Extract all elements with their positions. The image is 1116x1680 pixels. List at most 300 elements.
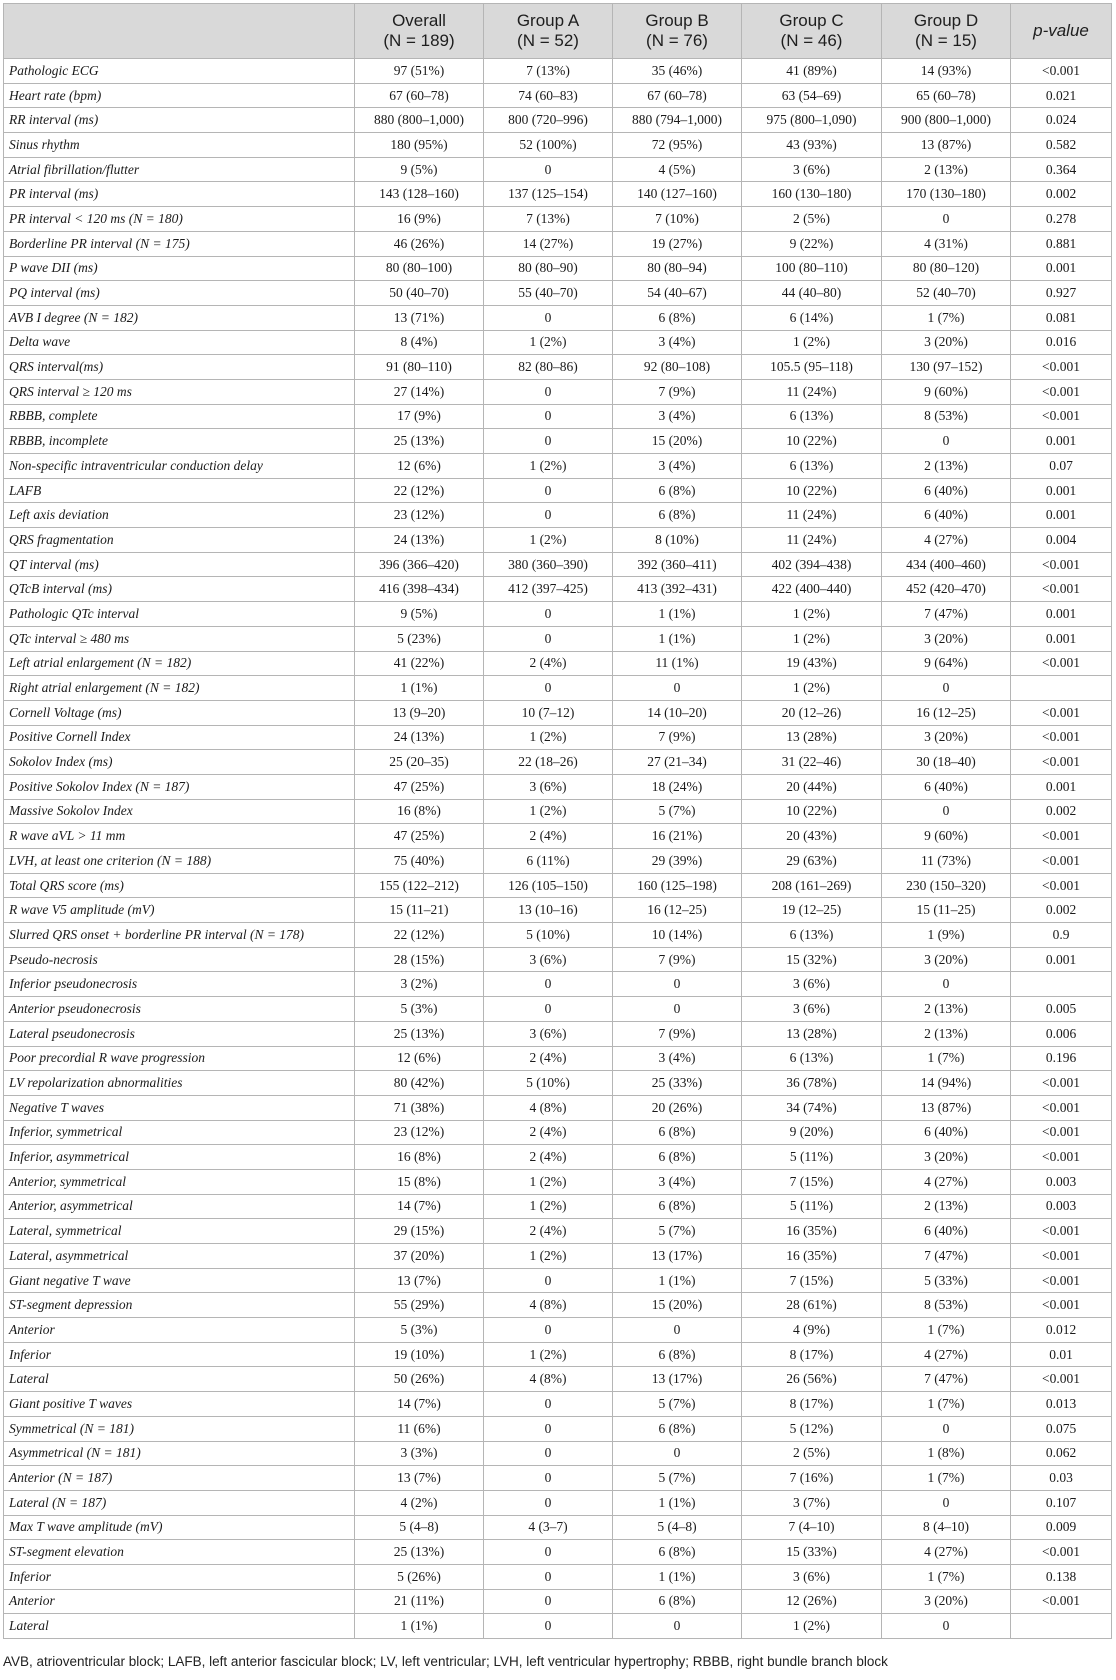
cell-group-c: 8 (17%) [742, 1392, 882, 1417]
cell-group-c: 10 (22%) [742, 799, 882, 824]
table-row [4, 577, 1112, 602]
cell-group-d: 0 [882, 972, 1011, 997]
cell-p-value [1011, 676, 1112, 701]
cell-group-a: 137 (125–154) [484, 182, 613, 207]
cell-group-b: 13 (17%) [613, 1367, 742, 1392]
cell-group-a: 5 (10%) [484, 923, 613, 948]
cell-p-value: <0.001 [1011, 355, 1112, 380]
table-row [4, 1145, 1112, 1170]
cell-group-a: 3 (6%) [484, 1021, 613, 1046]
cell-group-b: 7 (9%) [613, 947, 742, 972]
cell-group-b: 6 (8%) [613, 1589, 742, 1614]
ecg-table [3, 3, 1112, 1639]
cell-group-b: 1 (1%) [613, 1564, 742, 1589]
cell-group-d: 9 (60%) [882, 824, 1011, 849]
row-label: Max T wave amplitude (mV) [4, 1515, 355, 1540]
row-label: ST-segment depression [4, 1293, 355, 1318]
cell-group-d: 30 (18–40) [882, 750, 1011, 775]
cell-group-b: 11 (1%) [613, 651, 742, 676]
cell-overall: 22 (12%) [355, 923, 484, 948]
cell-group-c: 160 (130–180) [742, 182, 882, 207]
header-overall: Overall (N = 189) [355, 4, 484, 59]
table-row [4, 305, 1112, 330]
cell-group-a: 0 [484, 1441, 613, 1466]
cell-group-b: 25 (33%) [613, 1071, 742, 1096]
row-label: Positive Cornell Index [4, 725, 355, 750]
cell-group-b: 27 (21–34) [613, 750, 742, 775]
cell-group-c: 1 (2%) [742, 330, 882, 355]
row-label: Pseudo-necrosis [4, 947, 355, 972]
cell-group-d: 13 (87%) [882, 133, 1011, 158]
cell-group-d: 3 (20%) [882, 626, 1011, 651]
cell-p-value: 0.196 [1011, 1046, 1112, 1071]
cell-group-b: 6 (8%) [613, 305, 742, 330]
cell-group-c: 1 (2%) [742, 676, 882, 701]
cell-overall: 13 (7%) [355, 1268, 484, 1293]
cell-group-d: 5 (33%) [882, 1268, 1011, 1293]
cell-group-b: 0 [613, 1441, 742, 1466]
cell-overall: 47 (25%) [355, 824, 484, 849]
cell-p-value: 0.03 [1011, 1466, 1112, 1491]
cell-group-b: 1 (1%) [613, 1490, 742, 1515]
table-row [4, 478, 1112, 503]
table-row [4, 1564, 1112, 1589]
cell-p-value: <0.001 [1011, 1095, 1112, 1120]
cell-group-a: 0 [484, 379, 613, 404]
cell-overall: 67 (60–78) [355, 83, 484, 108]
table-row [4, 1021, 1112, 1046]
row-label: Anterior pseudonecrosis [4, 997, 355, 1022]
cell-group-a: 0 [484, 1268, 613, 1293]
cell-group-a: 1 (2%) [484, 454, 613, 479]
table-row [4, 725, 1112, 750]
row-label: RBBB, complete [4, 404, 355, 429]
cell-p-value: <0.001 [1011, 1540, 1112, 1565]
table-row [4, 1095, 1112, 1120]
cell-p-value: 0.582 [1011, 133, 1112, 158]
table-row [4, 1540, 1112, 1565]
cell-group-b: 6 (8%) [613, 1540, 742, 1565]
cell-overall: 23 (12%) [355, 503, 484, 528]
table-row [4, 157, 1112, 182]
table-row [4, 281, 1112, 306]
cell-overall: 71 (38%) [355, 1095, 484, 1120]
row-label: PQ interval (ms) [4, 281, 355, 306]
cell-group-a: 5 (10%) [484, 1071, 613, 1096]
cell-overall: 17 (9%) [355, 404, 484, 429]
cell-group-b: 880 (794–1,000) [613, 108, 742, 133]
cell-group-d: 6 (40%) [882, 1219, 1011, 1244]
table-row [4, 552, 1112, 577]
cell-group-d: 4 (27%) [882, 1342, 1011, 1367]
table-row [4, 799, 1112, 824]
cell-overall: 14 (7%) [355, 1194, 484, 1219]
row-label: Borderline PR interval (N = 175) [4, 231, 355, 256]
cell-group-b: 0 [613, 676, 742, 701]
cell-group-d: 14 (94%) [882, 1071, 1011, 1096]
table-row [4, 1614, 1112, 1639]
row-label: Anterior (N = 187) [4, 1466, 355, 1491]
cell-group-b: 92 (80–108) [613, 355, 742, 380]
cell-group-d: 1 (7%) [882, 305, 1011, 330]
row-label: Sokolov Index (ms) [4, 750, 355, 775]
cell-group-b: 15 (20%) [613, 1293, 742, 1318]
cell-group-d: 11 (73%) [882, 849, 1011, 874]
cell-overall: 9 (5%) [355, 157, 484, 182]
cell-p-value: 0.021 [1011, 83, 1112, 108]
cell-group-c: 7 (15%) [742, 1169, 882, 1194]
cell-group-a: 412 (397–425) [484, 577, 613, 602]
cell-overall: 41 (22%) [355, 651, 484, 676]
cell-group-a: 0 [484, 602, 613, 627]
cell-p-value: <0.001 [1011, 552, 1112, 577]
cell-group-d: 0 [882, 207, 1011, 232]
cell-group-d: 6 (40%) [882, 774, 1011, 799]
cell-group-c: 36 (78%) [742, 1071, 882, 1096]
cell-p-value: 0.002 [1011, 182, 1112, 207]
cell-group-c: 2 (5%) [742, 1441, 882, 1466]
cell-group-d: 2 (13%) [882, 157, 1011, 182]
cell-overall: 9 (5%) [355, 602, 484, 627]
row-label: P wave DII (ms) [4, 256, 355, 281]
cell-group-b: 160 (125–198) [613, 873, 742, 898]
header-group-c: Group C (N = 46) [742, 4, 882, 59]
cell-overall: 13 (7%) [355, 1466, 484, 1491]
cell-group-a: 4 (8%) [484, 1095, 613, 1120]
cell-group-a: 10 (7–12) [484, 700, 613, 725]
cell-group-b: 80 (80–94) [613, 256, 742, 281]
cell-group-a: 0 [484, 1614, 613, 1639]
cell-group-c: 19 (12–25) [742, 898, 882, 923]
table-row [4, 404, 1112, 429]
table-row [4, 972, 1112, 997]
cell-group-d: 7 (47%) [882, 1244, 1011, 1269]
cell-group-c: 11 (24%) [742, 503, 882, 528]
cell-group-c: 16 (35%) [742, 1244, 882, 1269]
table-row [4, 182, 1112, 207]
cell-group-c: 6 (14%) [742, 305, 882, 330]
table-row [4, 207, 1112, 232]
cell-group-a: 22 (18–26) [484, 750, 613, 775]
cell-p-value: 0.062 [1011, 1441, 1112, 1466]
cell-group-c: 12 (26%) [742, 1589, 882, 1614]
cell-group-b: 3 (4%) [613, 1169, 742, 1194]
cell-overall: 5 (23%) [355, 626, 484, 651]
cell-group-b: 72 (95%) [613, 133, 742, 158]
cell-group-d: 4 (27%) [882, 1540, 1011, 1565]
cell-group-d: 16 (12–25) [882, 700, 1011, 725]
table-row [4, 83, 1112, 108]
cell-p-value: 0.07 [1011, 454, 1112, 479]
cell-overall: 80 (80–100) [355, 256, 484, 281]
cell-overall: 13 (71%) [355, 305, 484, 330]
cell-group-c: 1 (2%) [742, 1614, 882, 1639]
table-row [4, 133, 1112, 158]
cell-group-c: 7 (16%) [742, 1466, 882, 1491]
row-label: Pathologic ECG [4, 59, 355, 84]
cell-overall: 5 (26%) [355, 1564, 484, 1589]
cell-group-d: 52 (40–70) [882, 281, 1011, 306]
cell-group-a: 4 (3–7) [484, 1515, 613, 1540]
cell-group-a: 13 (10–16) [484, 898, 613, 923]
cell-p-value: <0.001 [1011, 1268, 1112, 1293]
cell-overall: 14 (7%) [355, 1392, 484, 1417]
row-label: Lateral (N = 187) [4, 1490, 355, 1515]
table-row [4, 379, 1112, 404]
row-label: Cornell Voltage (ms) [4, 700, 355, 725]
cell-group-d: 434 (400–460) [882, 552, 1011, 577]
cell-group-b: 6 (8%) [613, 1145, 742, 1170]
cell-p-value: 0.003 [1011, 1194, 1112, 1219]
header-blank [4, 4, 355, 59]
table-row [4, 1293, 1112, 1318]
cell-group-c: 9 (22%) [742, 231, 882, 256]
cell-group-d: 14 (93%) [882, 59, 1011, 84]
cell-group-a: 0 [484, 478, 613, 503]
cell-overall: 75 (40%) [355, 849, 484, 874]
cell-group-c: 41 (89%) [742, 59, 882, 84]
cell-group-d: 1 (9%) [882, 923, 1011, 948]
cell-group-a: 80 (80–90) [484, 256, 613, 281]
cell-group-d: 0 [882, 1490, 1011, 1515]
cell-group-d: 3 (20%) [882, 947, 1011, 972]
row-label: Positive Sokolov Index (N = 187) [4, 774, 355, 799]
table-row [4, 700, 1112, 725]
cell-group-a: 82 (80–86) [484, 355, 613, 380]
cell-group-c: 5 (11%) [742, 1145, 882, 1170]
cell-group-c: 5 (12%) [742, 1416, 882, 1441]
cell-group-a: 0 [484, 1392, 613, 1417]
cell-group-b: 0 [613, 1614, 742, 1639]
cell-group-a: 4 (8%) [484, 1293, 613, 1318]
cell-overall: 5 (3%) [355, 997, 484, 1022]
cell-group-c: 10 (22%) [742, 478, 882, 503]
cell-group-c: 20 (43%) [742, 824, 882, 849]
cell-group-b: 5 (7%) [613, 1392, 742, 1417]
cell-group-b: 18 (24%) [613, 774, 742, 799]
cell-group-a: 0 [484, 1564, 613, 1589]
cell-group-b: 8 (10%) [613, 528, 742, 553]
cell-group-a: 1 (2%) [484, 1244, 613, 1269]
row-label: Left axis deviation [4, 503, 355, 528]
cell-overall: 47 (25%) [355, 774, 484, 799]
cell-group-b: 0 [613, 972, 742, 997]
cell-group-c: 20 (44%) [742, 774, 882, 799]
cell-group-d: 130 (97–152) [882, 355, 1011, 380]
cell-overall: 27 (14%) [355, 379, 484, 404]
cell-p-value: 0.004 [1011, 528, 1112, 553]
cell-p-value: <0.001 [1011, 873, 1112, 898]
table-row [4, 774, 1112, 799]
row-label: Poor precordial R wave progression [4, 1046, 355, 1071]
table-footnote: AVB, atrioventricular block; LAFB, left anterior fascicular block; LV, left ventricular; LVH, left ventricular hypertrophy; RBBB, right bundle branch block [3, 1654, 888, 1669]
cell-group-c: 1 (2%) [742, 626, 882, 651]
row-label: ST-segment elevation [4, 1540, 355, 1565]
table-row [4, 1169, 1112, 1194]
header-group-d: Group D (N = 15) [882, 4, 1011, 59]
cell-overall: 5 (4–8) [355, 1515, 484, 1540]
cell-group-b: 392 (360–411) [613, 552, 742, 577]
cell-group-d: 9 (64%) [882, 651, 1011, 676]
cell-p-value: <0.001 [1011, 1589, 1112, 1614]
cell-overall: 28 (15%) [355, 947, 484, 972]
cell-p-value: <0.001 [1011, 651, 1112, 676]
cell-group-c: 28 (61%) [742, 1293, 882, 1318]
cell-group-d: 65 (60–78) [882, 83, 1011, 108]
cell-group-c: 3 (7%) [742, 1490, 882, 1515]
cell-group-c: 43 (93%) [742, 133, 882, 158]
cell-p-value: 0.364 [1011, 157, 1112, 182]
cell-group-d: 1 (7%) [882, 1318, 1011, 1343]
cell-overall: 97 (51%) [355, 59, 484, 84]
cell-group-a: 55 (40–70) [484, 281, 613, 306]
table-row [4, 824, 1112, 849]
cell-overall: 29 (15%) [355, 1219, 484, 1244]
cell-group-c: 16 (35%) [742, 1219, 882, 1244]
cell-overall: 11 (6%) [355, 1416, 484, 1441]
row-label: Inferior, asymmetrical [4, 1145, 355, 1170]
row-label: Heart rate (bpm) [4, 83, 355, 108]
cell-p-value: 0.927 [1011, 281, 1112, 306]
cell-overall: 1 (1%) [355, 676, 484, 701]
cell-p-value: 0.006 [1011, 1021, 1112, 1046]
cell-group-d: 0 [882, 1416, 1011, 1441]
cell-group-b: 7 (9%) [613, 1021, 742, 1046]
cell-p-value: <0.001 [1011, 59, 1112, 84]
cell-group-a: 800 (720–996) [484, 108, 613, 133]
table-row [4, 1441, 1112, 1466]
cell-group-b: 5 (7%) [613, 799, 742, 824]
cell-group-d: 3 (20%) [882, 1589, 1011, 1614]
cell-p-value: 0.009 [1011, 1515, 1112, 1540]
cell-group-d: 7 (47%) [882, 602, 1011, 627]
cell-group-d: 3 (20%) [882, 330, 1011, 355]
table-row [4, 898, 1112, 923]
cell-p-value: <0.001 [1011, 404, 1112, 429]
cell-group-c: 7 (15%) [742, 1268, 882, 1293]
table-row [4, 947, 1112, 972]
cell-overall: 22 (12%) [355, 478, 484, 503]
cell-group-a: 0 [484, 1466, 613, 1491]
cell-group-c: 13 (28%) [742, 725, 882, 750]
cell-group-c: 44 (40–80) [742, 281, 882, 306]
cell-overall: 46 (26%) [355, 231, 484, 256]
row-label: LV repolarization abnormalities [4, 1071, 355, 1096]
table-row [4, 651, 1112, 676]
cell-p-value: 0.01 [1011, 1342, 1112, 1367]
table-row [4, 873, 1112, 898]
cell-p-value: 0.002 [1011, 898, 1112, 923]
cell-overall: 13 (9–20) [355, 700, 484, 725]
row-label: Non-specific intraventricular conduction delay [4, 454, 355, 479]
row-label: PR interval (ms) [4, 182, 355, 207]
cell-p-value: 0.081 [1011, 305, 1112, 330]
cell-group-a: 14 (27%) [484, 231, 613, 256]
cell-group-a: 7 (13%) [484, 59, 613, 84]
cell-overall: 50 (26%) [355, 1367, 484, 1392]
cell-p-value: 0.001 [1011, 602, 1112, 627]
cell-p-value: 0.001 [1011, 429, 1112, 454]
cell-group-c: 15 (33%) [742, 1540, 882, 1565]
cell-group-a: 52 (100%) [484, 133, 613, 158]
cell-group-a: 0 [484, 1589, 613, 1614]
cell-group-b: 1 (1%) [613, 626, 742, 651]
cell-p-value: 0.024 [1011, 108, 1112, 133]
cell-p-value: 0.016 [1011, 330, 1112, 355]
cell-group-d: 80 (80–120) [882, 256, 1011, 281]
cell-group-b: 19 (27%) [613, 231, 742, 256]
cell-overall: 25 (20–35) [355, 750, 484, 775]
cell-group-b: 7 (10%) [613, 207, 742, 232]
cell-group-a: 6 (11%) [484, 849, 613, 874]
row-label: Lateral, symmetrical [4, 1219, 355, 1244]
cell-group-b: 29 (39%) [613, 849, 742, 874]
cell-group-a: 0 [484, 1540, 613, 1565]
row-label: Symmetrical (N = 181) [4, 1416, 355, 1441]
row-label: Giant negative T wave [4, 1268, 355, 1293]
table-row [4, 528, 1112, 553]
cell-group-b: 6 (8%) [613, 478, 742, 503]
cell-group-d: 6 (40%) [882, 1120, 1011, 1145]
cell-overall: 15 (8%) [355, 1169, 484, 1194]
cell-overall: 25 (13%) [355, 1021, 484, 1046]
cell-p-value: <0.001 [1011, 379, 1112, 404]
cell-p-value: <0.001 [1011, 1071, 1112, 1096]
cell-group-d: 13 (87%) [882, 1095, 1011, 1120]
cell-overall: 55 (29%) [355, 1293, 484, 1318]
table-row [4, 626, 1112, 651]
cell-group-d: 8 (53%) [882, 404, 1011, 429]
cell-overall: 880 (800–1,000) [355, 108, 484, 133]
cell-p-value: 0.107 [1011, 1490, 1112, 1515]
row-label: QT interval (ms) [4, 552, 355, 577]
row-label: Atrial fibrillation/flutter [4, 157, 355, 182]
cell-group-b: 5 (7%) [613, 1219, 742, 1244]
cell-group-a: 0 [484, 305, 613, 330]
cell-group-c: 3 (6%) [742, 972, 882, 997]
cell-group-a: 0 [484, 1490, 613, 1515]
cell-group-a: 0 [484, 429, 613, 454]
cell-overall: 25 (13%) [355, 1540, 484, 1565]
cell-group-d: 4 (27%) [882, 528, 1011, 553]
cell-overall: 180 (95%) [355, 133, 484, 158]
table-row [4, 1392, 1112, 1417]
cell-group-a: 0 [484, 676, 613, 701]
cell-p-value: 0.9 [1011, 923, 1112, 948]
cell-group-a: 4 (8%) [484, 1367, 613, 1392]
cell-group-c: 11 (24%) [742, 528, 882, 553]
row-label: Anterior, asymmetrical [4, 1194, 355, 1219]
cell-group-a: 1 (2%) [484, 330, 613, 355]
cell-group-c: 3 (6%) [742, 1564, 882, 1589]
cell-group-d: 3 (20%) [882, 1145, 1011, 1170]
cell-group-a: 0 [484, 972, 613, 997]
cell-group-b: 1 (1%) [613, 1268, 742, 1293]
cell-group-d: 452 (420–470) [882, 577, 1011, 602]
cell-group-c: 8 (17%) [742, 1342, 882, 1367]
cell-group-d: 2 (13%) [882, 1021, 1011, 1046]
cell-p-value: <0.001 [1011, 1244, 1112, 1269]
cell-p-value: <0.001 [1011, 1219, 1112, 1244]
cell-group-c: 26 (56%) [742, 1367, 882, 1392]
cell-overall: 23 (12%) [355, 1120, 484, 1145]
row-label: Total QRS score (ms) [4, 873, 355, 898]
cell-group-b: 7 (9%) [613, 725, 742, 750]
cell-group-d: 3 (20%) [882, 725, 1011, 750]
cell-group-d: 4 (27%) [882, 1169, 1011, 1194]
cell-p-value: 0.075 [1011, 1416, 1112, 1441]
cell-group-c: 5 (11%) [742, 1194, 882, 1219]
